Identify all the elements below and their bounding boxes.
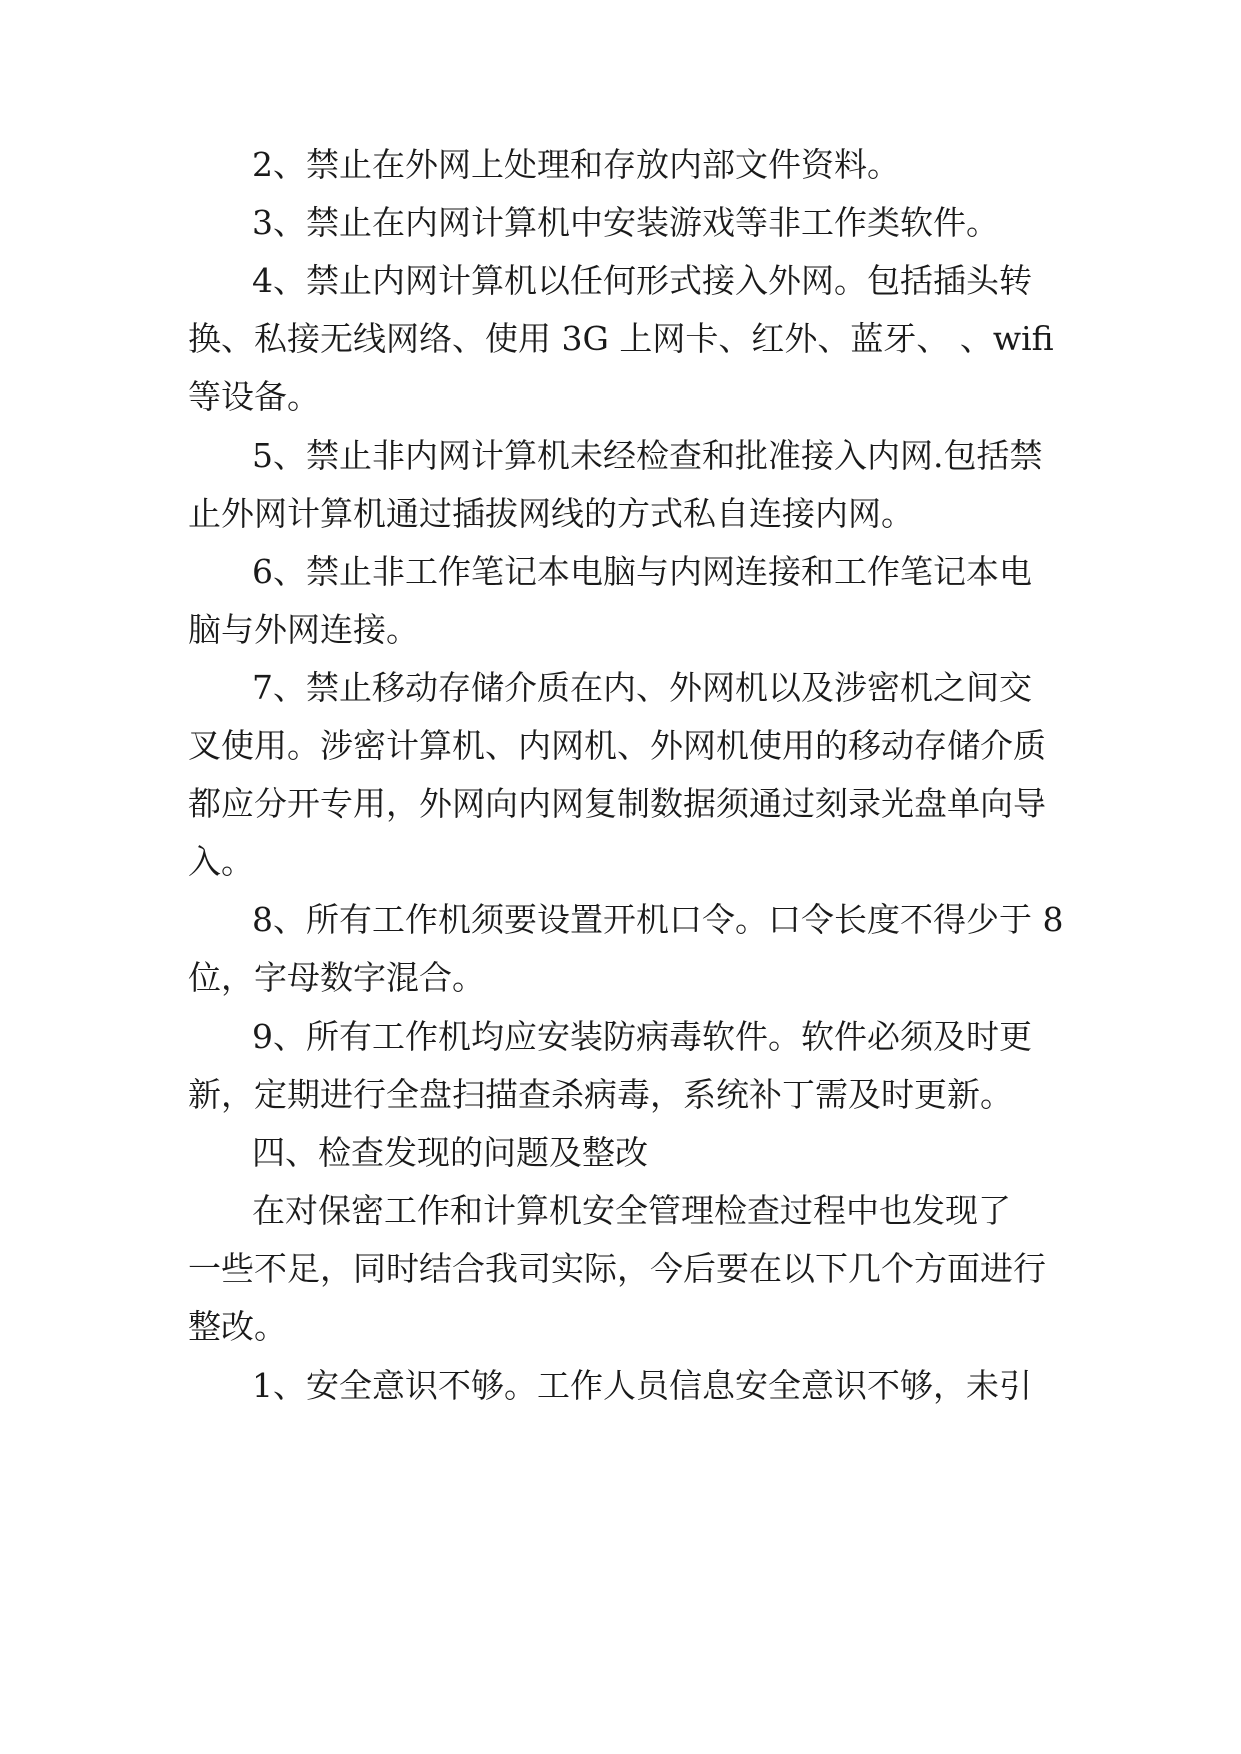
- rule-8-text-line-2: 位，字母数字混合。: [188, 958, 485, 997]
- paragraph-line: [0, 775, 1241, 833]
- section-4-heading: 四、检查发现的问题及整改: [252, 1133, 648, 1172]
- paragraph-line: [0, 310, 1241, 368]
- paragraph-line: [0, 1008, 1241, 1066]
- paragraph-line: [0, 485, 1241, 543]
- rule-5-text-line-1: 5、禁止非内网计算机未经检查和批准接入内网.包括禁: [252, 436, 1043, 475]
- section-heading: [0, 1124, 1241, 1182]
- paragraph-line: [0, 601, 1241, 659]
- paragraph-line: [0, 1298, 1241, 1356]
- rule-7-text-line-4: 入。: [188, 842, 254, 881]
- intro-text-line-1: 在对保密工作和计算机安全管理检查过程中也发现了: [252, 1191, 1011, 1230]
- rule-4-text-line-2: 换、私接无线网络、使用 3G 上网卡、红外、蓝牙、 、wifi: [188, 319, 1054, 358]
- paragraph-line: [0, 252, 1241, 310]
- paragraph-line: [0, 659, 1241, 717]
- paragraph-line: [0, 891, 1241, 949]
- paragraph-line: [0, 368, 1241, 426]
- paragraph-line: [0, 1066, 1241, 1124]
- paragraph-line: [0, 427, 1241, 485]
- paragraph-line: [0, 717, 1241, 775]
- paragraph-line: [0, 833, 1241, 891]
- paragraph-line: [0, 194, 1241, 252]
- intro-text-line-3: 整改。: [188, 1307, 287, 1346]
- rule-5-text-line-2: 止外网计算机通过插拔网线的方式私自连接内网。: [188, 494, 914, 533]
- rule-3-text: 3、禁止在内网计算机中安装游戏等非工作类软件。: [252, 203, 999, 242]
- rule-7-text-line-3: 都应分开专用，外网向内网复制数据须通过刻录光盘单向导: [188, 784, 1046, 823]
- rule-8-text-line-1: 8、所有工作机须要设置开机口令。口令长度不得少于 8: [252, 900, 1064, 939]
- paragraph-line: [0, 949, 1241, 1007]
- rule-2-text: 2、禁止在外网上处理和存放内部文件资料。: [252, 145, 900, 184]
- paragraph-line: [0, 543, 1241, 601]
- paragraph-line: [0, 136, 1241, 194]
- rule-6-text-line-2: 脑与外网连接。: [188, 610, 419, 649]
- rule-9-text-line-2: 新，定期进行全盘扫描查杀病毒，系统补丁需及时更新。: [188, 1075, 1013, 1114]
- rule-7-text-line-2: 叉使用。涉密计算机、内网机、外网机使用的移动存储介质: [188, 726, 1046, 765]
- rule-4-text-line-1: 4、禁止内网计算机以任何形式接入外网。包括插头转: [252, 261, 1032, 300]
- paragraph-line: [0, 1357, 1241, 1415]
- rule-7-text-line-1: 7、禁止移动存储介质在内、外网机以及涉密机之间交: [252, 668, 1032, 707]
- rule-9-text-line-1: 9、所有工作机均应安装防病毒软件。软件必须及时更: [252, 1017, 1032, 1056]
- rule-6-text-line-1: 6、禁止非工作笔记本电脑与内网连接和工作笔记本电: [252, 552, 1032, 591]
- paragraph-line: [0, 1240, 1241, 1298]
- issue-1-text-line-1: 1、安全意识不够。工作人员信息安全意识不够，未引: [252, 1366, 1032, 1405]
- intro-text-line-2: 一些不足，同时结合我司实际，今后要在以下几个方面进行: [188, 1249, 1046, 1288]
- rule-4-text-line-3: 等设备。: [188, 377, 320, 416]
- paragraph-line: [0, 1182, 1241, 1240]
